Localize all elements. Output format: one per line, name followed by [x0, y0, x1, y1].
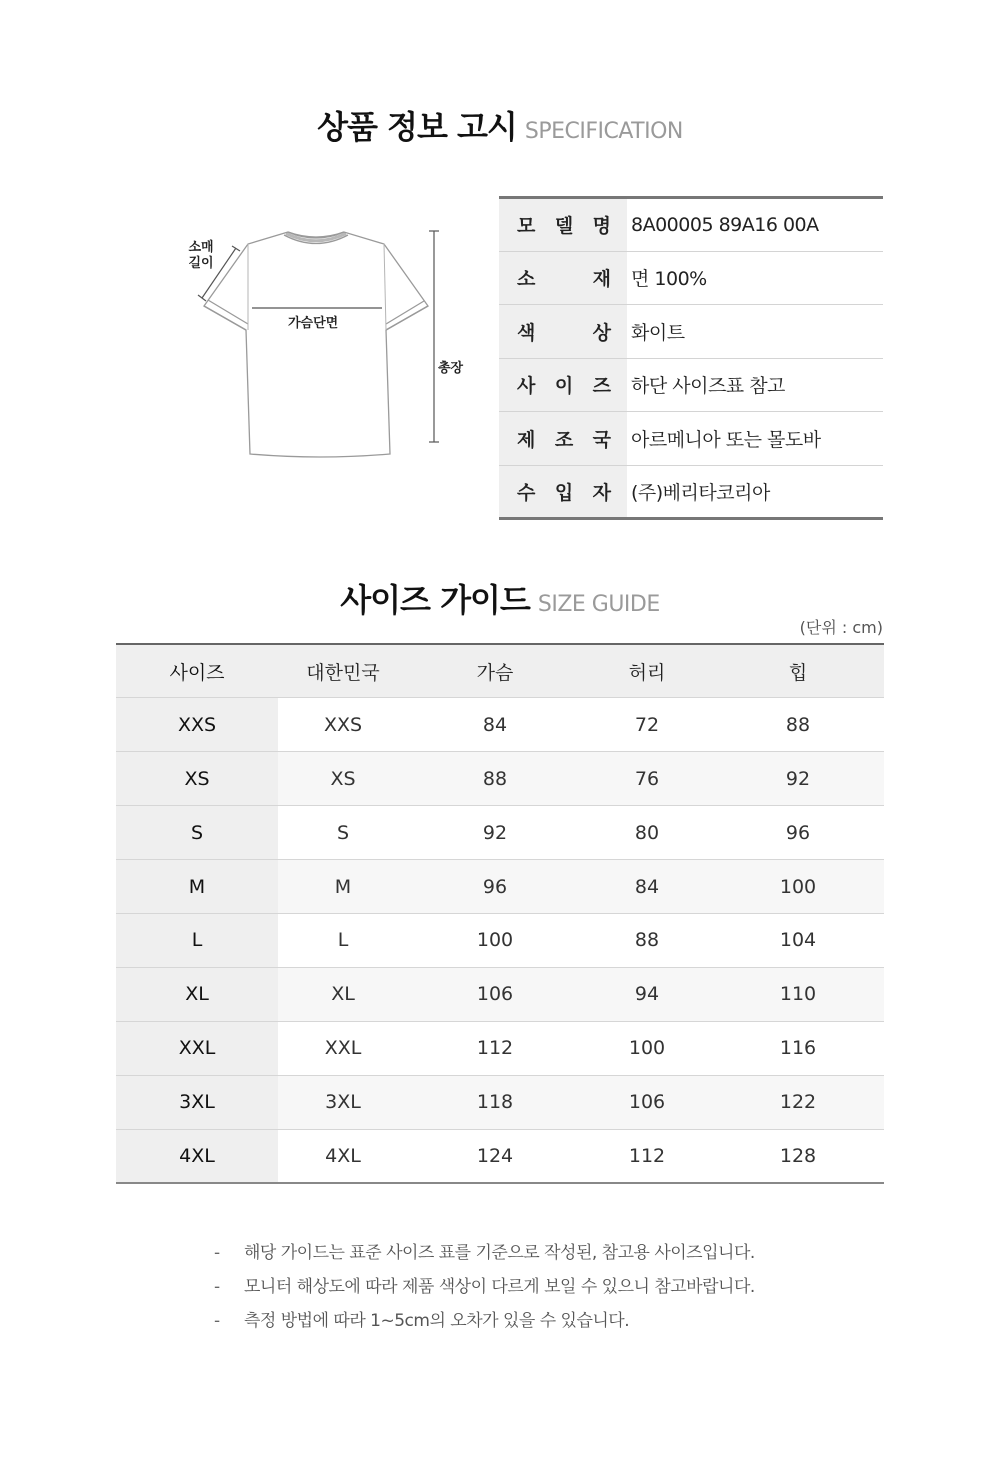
- table-row: [116, 806, 884, 860]
- spec-row: [499, 251, 883, 305]
- spec-key-char: 이: [554, 375, 574, 398]
- spec-key-char: 수: [517, 481, 536, 504]
- spec-key-char: 재: [592, 268, 611, 291]
- spec-value: 아르메니아 또는 몰도바: [627, 412, 883, 466]
- sleeve-length-label: [186, 240, 216, 272]
- spec-row: [499, 465, 883, 519]
- size-table-cell: XL: [116, 967, 278, 1021]
- size-table-cell: 110: [712, 967, 884, 1021]
- size-table-cell: 100: [582, 1021, 712, 1075]
- sleeve-label-line2: 길이: [188, 256, 214, 271]
- total-length-label: 총장: [438, 361, 464, 376]
- size-table-header-row: [116, 644, 884, 698]
- size-table-cell: 92: [408, 806, 582, 860]
- spec-key-char: 모: [517, 215, 536, 238]
- note-text: 모니터 해상도에 따라 제품 색상이 다르게 보일 수 있으니 참고바랍니다.: [244, 1277, 755, 1297]
- size-table-cell: 100: [408, 913, 582, 967]
- size-table-cell: L: [116, 913, 278, 967]
- sleeve-label-line1: 소매: [188, 240, 214, 255]
- size-table-cell: 100: [712, 860, 884, 914]
- size-table-cell: 104: [712, 913, 884, 967]
- size-guide-title-ko: 사이즈 가이드: [340, 581, 530, 619]
- spec-row: [499, 198, 883, 252]
- spec-key-char: 입: [554, 481, 574, 504]
- size-table-cell: 128: [779, 1144, 817, 1167]
- table-row: [116, 860, 884, 914]
- size-table-cell: XXS: [278, 698, 408, 752]
- size-table-cell: 96: [408, 860, 582, 914]
- specification-title-ko: 상품 정보 고시: [317, 108, 517, 146]
- size-table-header: 힙: [712, 644, 884, 698]
- table-row: [116, 698, 884, 752]
- size-table-cell: 80: [582, 806, 712, 860]
- spec-key-char: 상: [592, 321, 611, 344]
- size-table-header: 대한민국: [278, 644, 408, 698]
- spec-key-char: 명: [592, 215, 611, 238]
- note-text: 측정 방법에 따라 1~5cm의 오차가 있을 수 있습니다.: [244, 1311, 630, 1331]
- size-table-cell: 88: [582, 913, 712, 967]
- list-item: [214, 1240, 755, 1274]
- size-table-cell: S: [116, 806, 278, 860]
- spec-key-char: 제: [517, 428, 536, 451]
- size-table-cell: 3XL: [116, 1075, 278, 1129]
- size-table-cell: XS: [278, 752, 408, 806]
- size-table-cell: 106: [408, 967, 582, 1021]
- size-table-cell: 112: [408, 1021, 582, 1075]
- spec-key: [499, 251, 627, 305]
- table-row: [116, 1129, 884, 1183]
- size-table-cell: 106: [582, 1075, 712, 1129]
- size-table-cell: XXS: [116, 698, 278, 752]
- size-table-cell: 88: [408, 752, 582, 806]
- size-table-cell: 116: [712, 1021, 884, 1075]
- specification-table: [499, 196, 883, 520]
- spec-key-char: 소: [517, 268, 536, 291]
- size-table-cell: XXL: [278, 1021, 408, 1075]
- note-dash: -: [214, 1311, 220, 1331]
- tshirt-measurement-diagram: [180, 222, 480, 472]
- spec-key: [499, 198, 627, 252]
- size-table-cell: 84: [582, 860, 712, 914]
- spec-key: [499, 412, 627, 466]
- size-table-cell: M: [278, 860, 408, 914]
- spec-key-char: 사: [517, 375, 536, 398]
- unit-note: (단위 : cm): [799, 618, 883, 637]
- notes-list: [214, 1240, 755, 1342]
- size-guide-table: [116, 643, 884, 1184]
- list-item: [214, 1274, 755, 1308]
- size-table-header: 가슴: [408, 644, 582, 698]
- size-table-cell: 4XL: [116, 1129, 278, 1183]
- specification-title: [0, 102, 1000, 148]
- spec-value: 8A00005 89A16 00A: [627, 198, 883, 252]
- table-row: [116, 1021, 884, 1075]
- note-dash: -: [214, 1277, 220, 1297]
- size-table-cell: S: [278, 806, 408, 860]
- spec-key-char: 자: [592, 481, 611, 504]
- spec-row: [499, 305, 883, 359]
- spec-value: 면 100%: [627, 251, 883, 305]
- size-table-cell: 124: [476, 1144, 514, 1167]
- note-text: 해당 가이드는 표준 사이즈 표를 기준으로 작성된, 참고용 사이즈입니다.: [244, 1243, 755, 1263]
- size-table-cell: XL: [278, 967, 408, 1021]
- size-table-cell: 94: [582, 967, 712, 1021]
- table-row: [116, 967, 884, 1021]
- chest-width-label: 가슴단면: [288, 316, 339, 331]
- spec-key-char: 즈: [592, 375, 611, 398]
- size-table-cell: 118: [408, 1075, 582, 1129]
- size-table-cell: 96: [712, 806, 884, 860]
- size-table-cell: 72: [582, 698, 712, 752]
- spec-row: [499, 358, 883, 412]
- spec-key-char: 조: [554, 428, 574, 451]
- size-guide-title-en: SIZE GUIDE: [537, 592, 660, 617]
- table-row: [116, 1075, 884, 1129]
- size-table-cell: 76: [582, 752, 712, 806]
- size-table-cell: L: [278, 913, 408, 967]
- spec-row: [499, 412, 883, 466]
- spec-key: [499, 465, 627, 519]
- size-table-cell: 112: [628, 1144, 666, 1167]
- spec-key-char: 국: [592, 428, 611, 451]
- size-table-header: 허리: [582, 644, 712, 698]
- spec-key: [499, 358, 627, 412]
- spec-value: 하단 사이즈표 참고: [627, 358, 883, 412]
- spec-key-char: 색: [517, 321, 536, 344]
- spec-value: 화이트: [627, 305, 883, 359]
- spec-key-char: 델: [554, 215, 574, 238]
- tshirt-icon: [180, 222, 480, 472]
- size-table-header: 사이즈: [116, 644, 278, 698]
- table-row: [116, 913, 884, 967]
- size-table-cell: XS: [116, 752, 278, 806]
- size-table-cell: 3XL: [278, 1075, 408, 1129]
- specification-title-en: SPECIFICATION: [524, 119, 683, 144]
- spec-key: [499, 305, 627, 359]
- size-table-cell: M: [116, 860, 278, 914]
- size-table-cell: 88: [712, 698, 884, 752]
- table-row: [116, 752, 884, 806]
- size-table-cell: 122: [712, 1075, 884, 1129]
- size-table-cell: 4XL: [325, 1144, 361, 1167]
- size-table-cell: 84: [408, 698, 582, 752]
- note-dash: -: [214, 1243, 220, 1263]
- size-table-cell: 92: [712, 752, 884, 806]
- spec-value: (주)베리타코리아: [631, 481, 770, 504]
- size-table-cell: XXL: [116, 1021, 278, 1075]
- list-item: [214, 1308, 755, 1342]
